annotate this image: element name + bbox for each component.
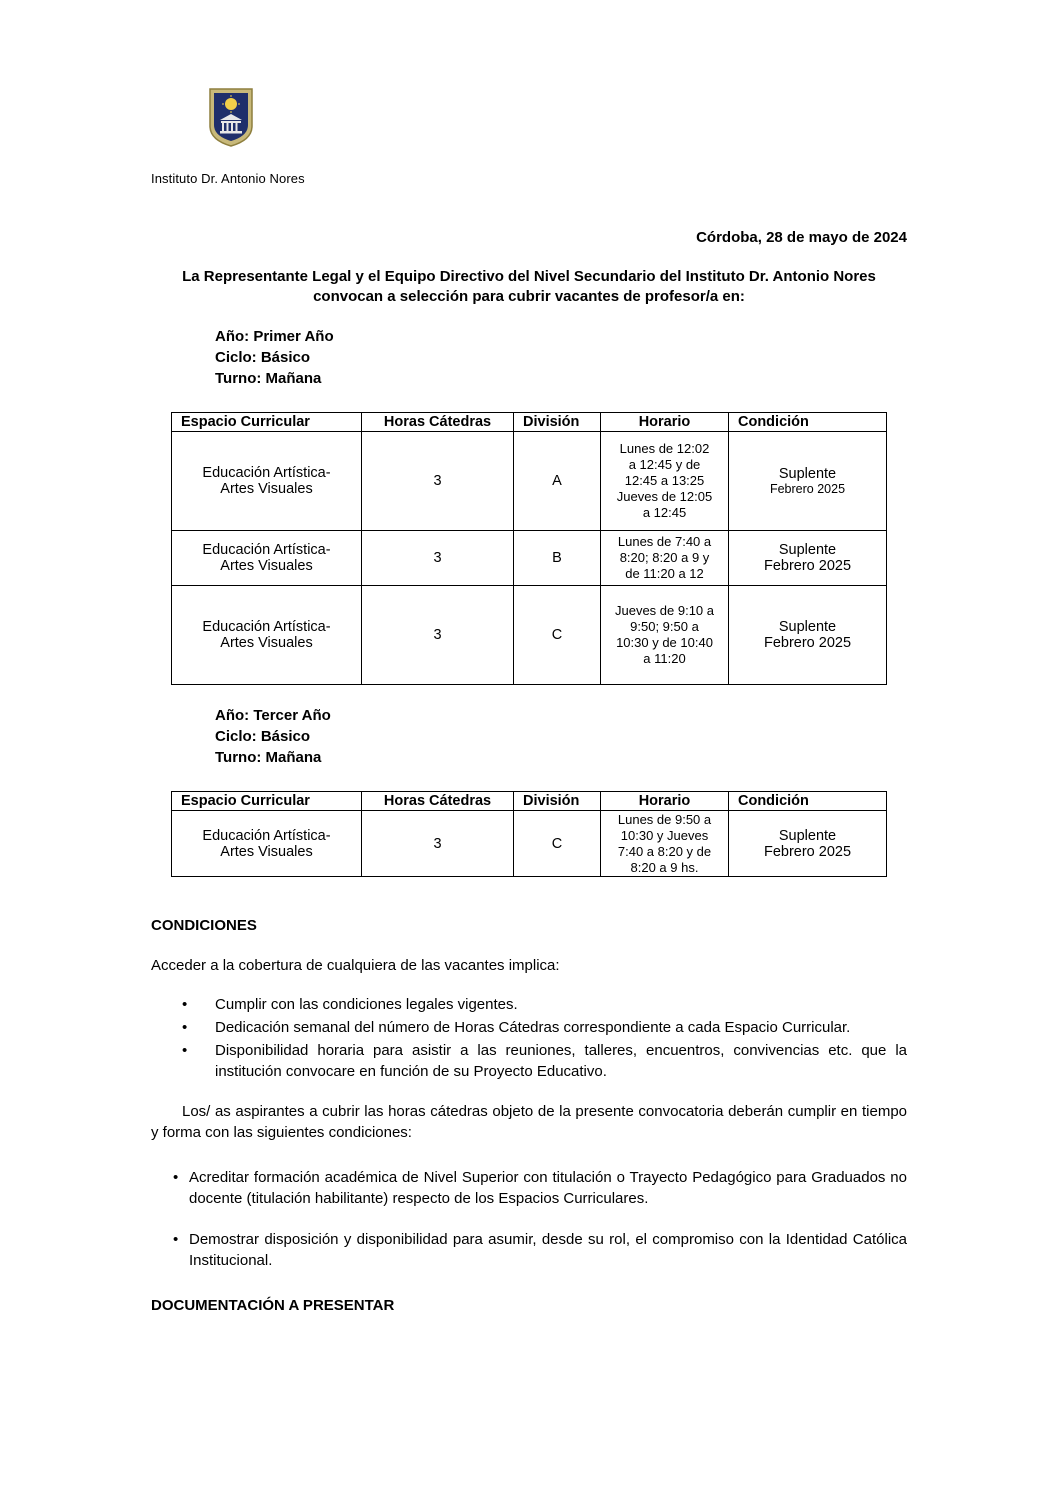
cell-espacio (172, 811, 362, 877)
espacio-line-1: Educación Artística- (202, 542, 331, 558)
horario-line: 12:45 a 13:25 (624, 473, 705, 488)
col-division: División (514, 413, 601, 432)
list-item (151, 1229, 907, 1271)
bullet-icon: • (182, 1019, 188, 1036)
bullet-icon: • (182, 996, 188, 1013)
condicion-line-2: Febrero 2025 (769, 482, 846, 496)
col-division: División (514, 792, 601, 811)
block1-turno: Turno: Mañana (215, 370, 322, 387)
cell-division: A (514, 432, 601, 531)
cell-horas: 3 (362, 586, 514, 685)
list-item (151, 994, 907, 1015)
cell-horas: 3 (362, 531, 514, 586)
institution-name: Instituto Dr. Antonio Nores (151, 171, 305, 186)
block1-header (215, 326, 334, 389)
condicion-line-2: Febrero 2025 (763, 635, 852, 651)
block1-anio: Año: Primer Año (215, 328, 334, 345)
condicion-line-1: Suplente (778, 542, 837, 558)
condiciones-title: CONDICIONES (151, 917, 257, 934)
horario-line: Lunes de 9:50 a (617, 811, 712, 827)
col-horario: Horario (601, 413, 729, 432)
bullet-icon: • (173, 1231, 179, 1248)
documentacion-title: DOCUMENTACIÓN A PRESENTAR (151, 1297, 395, 1314)
cell-espacio (172, 531, 362, 586)
horario-line: 7:40 a 8:20 y de (617, 843, 712, 859)
block2-header (215, 705, 331, 768)
cell-division: B (514, 531, 601, 586)
horario-line: 10:30 y Jueves (620, 827, 709, 843)
cell-horario (601, 432, 729, 531)
cell-horario (601, 811, 729, 877)
block2-ciclo: Ciclo: Básico (215, 728, 311, 745)
horario-line: a 12:45 (642, 505, 687, 520)
condiciones-list (151, 994, 907, 1084)
espacio-line-2: Artes Visuales (220, 558, 313, 574)
col-condicion: Condición (729, 413, 887, 432)
bullet-icon: • (173, 1169, 179, 1186)
col-horario: Horario (601, 792, 729, 811)
horario-line: Lunes de 7:40 a (617, 534, 712, 549)
document-date: Córdoba, 28 de mayo de 2024 (696, 229, 907, 246)
col-espacio-curricular: Espacio Curricular (172, 413, 362, 432)
list-item-text: Dedicación semanal del número de Horas Cátedras correspondiente a cada Espacio Curricular. (215, 1019, 851, 1036)
col-espacio-curricular: Espacio Curricular (172, 792, 362, 811)
requirements-list (151, 1167, 907, 1291)
cell-horario (601, 586, 729, 685)
list-item (151, 1040, 907, 1082)
condicion-line-1: Suplente (778, 466, 837, 482)
bullet-icon: • (182, 1042, 188, 1059)
cell-division: C (514, 811, 601, 877)
col-horas-catedras: Horas Cátedras (362, 413, 514, 432)
cell-condicion (729, 586, 887, 685)
espacio-line-1: Educación Artística- (202, 465, 331, 481)
horario-line: 9:50; 9:50 a (630, 619, 699, 634)
table-row (172, 432, 887, 531)
horario-line: Lunes de 12:02 (619, 441, 710, 456)
intro-line-2: convocan a selección para cubrir vacantes de profesor/a en: (313, 288, 745, 305)
cell-espacio (172, 586, 362, 685)
table-row (172, 811, 887, 877)
col-condicion: Condición (729, 792, 887, 811)
intro-line-1: La Representante Legal y el Equipo Directivo del Nivel Secundario del Instituto Dr. Antonio Nores (182, 268, 876, 285)
list-item-text: Demostrar disposición y disponibilidad para asumir, desde su rol, el compromiso con la Identidad Católica Institucional. (189, 1231, 907, 1269)
cell-condicion (729, 531, 887, 586)
espacio-line-2: Artes Visuales (220, 843, 313, 860)
horario-line: 8:20 a 9 hs. (630, 859, 699, 875)
list-item-text: Disponibilidad horaria para asistir a las reuniones, talleres, encuentros, convivencias etc. que la institución convocare en función de su Proyecto Educativo. (215, 1042, 907, 1080)
aspirantes-paragraph: Los/ as aspirantes a cubrir las horas cátedras objeto de la presente convocatoria deberán cumplir en tiempo y forma con las siguientes condiciones: (151, 1103, 907, 1141)
list-item-text: Cumplir con las condiciones legales vigentes. (215, 996, 518, 1013)
cell-horario (601, 531, 729, 586)
condicion-line-2: Febrero 2025 (763, 558, 852, 574)
horario-line: 8:20; 8:20 a 9 y (619, 550, 710, 565)
table-row (172, 586, 887, 685)
table-row (172, 531, 887, 586)
condicion-line-1: Suplente (778, 827, 837, 844)
cell-horas: 3 (362, 811, 514, 877)
institution-crest-logo (207, 86, 255, 148)
vacancies-table-primer-anio (171, 412, 887, 685)
list-item-text: Acreditar formación académica de Nivel Superior con titulación o Trayecto Pedagógico para Graduados no docente (titulación habilitante) respecto de los Espacios Curriculares. (189, 1169, 907, 1207)
espacio-line-1: Educación Artística- (202, 827, 331, 844)
table-header-row (172, 413, 887, 432)
cell-condicion (729, 432, 887, 531)
horario-line: 10:30 y de 10:40 (616, 635, 713, 650)
block2-anio: Año: Tercer Año (215, 707, 331, 724)
condiciones-lead: Acceder a la cobertura de cualquiera de las vacantes implica: (151, 957, 560, 974)
horario-line: Jueves de 9:10 a (614, 603, 715, 618)
list-item (151, 1017, 907, 1038)
cell-condicion (729, 811, 887, 877)
table-header-row (172, 792, 887, 811)
cell-horas: 3 (362, 432, 514, 531)
cell-espacio (172, 432, 362, 531)
list-item (151, 1167, 907, 1209)
condicion-line-2: Febrero 2025 (763, 843, 852, 860)
col-horas-catedras: Horas Cátedras (362, 792, 514, 811)
horario-line: a 11:20 (643, 651, 686, 666)
block2-turno: Turno: Mañana (215, 749, 322, 766)
block1-ciclo: Ciclo: Básico (215, 349, 311, 366)
intro-heading (151, 267, 907, 307)
espacio-line-2: Artes Visuales (220, 481, 313, 497)
espacio-line-2: Artes Visuales (220, 635, 313, 651)
horario-line: Jueves de 12:05 (616, 489, 713, 504)
horario-line: a 12:45 y de (628, 457, 701, 472)
horario-line: de 11:20 a 12 (625, 566, 704, 581)
vacancies-table-tercer-anio (171, 791, 887, 877)
cell-division: C (514, 586, 601, 685)
espacio-line-1: Educación Artística- (202, 619, 331, 635)
condicion-line-1: Suplente (778, 619, 837, 635)
